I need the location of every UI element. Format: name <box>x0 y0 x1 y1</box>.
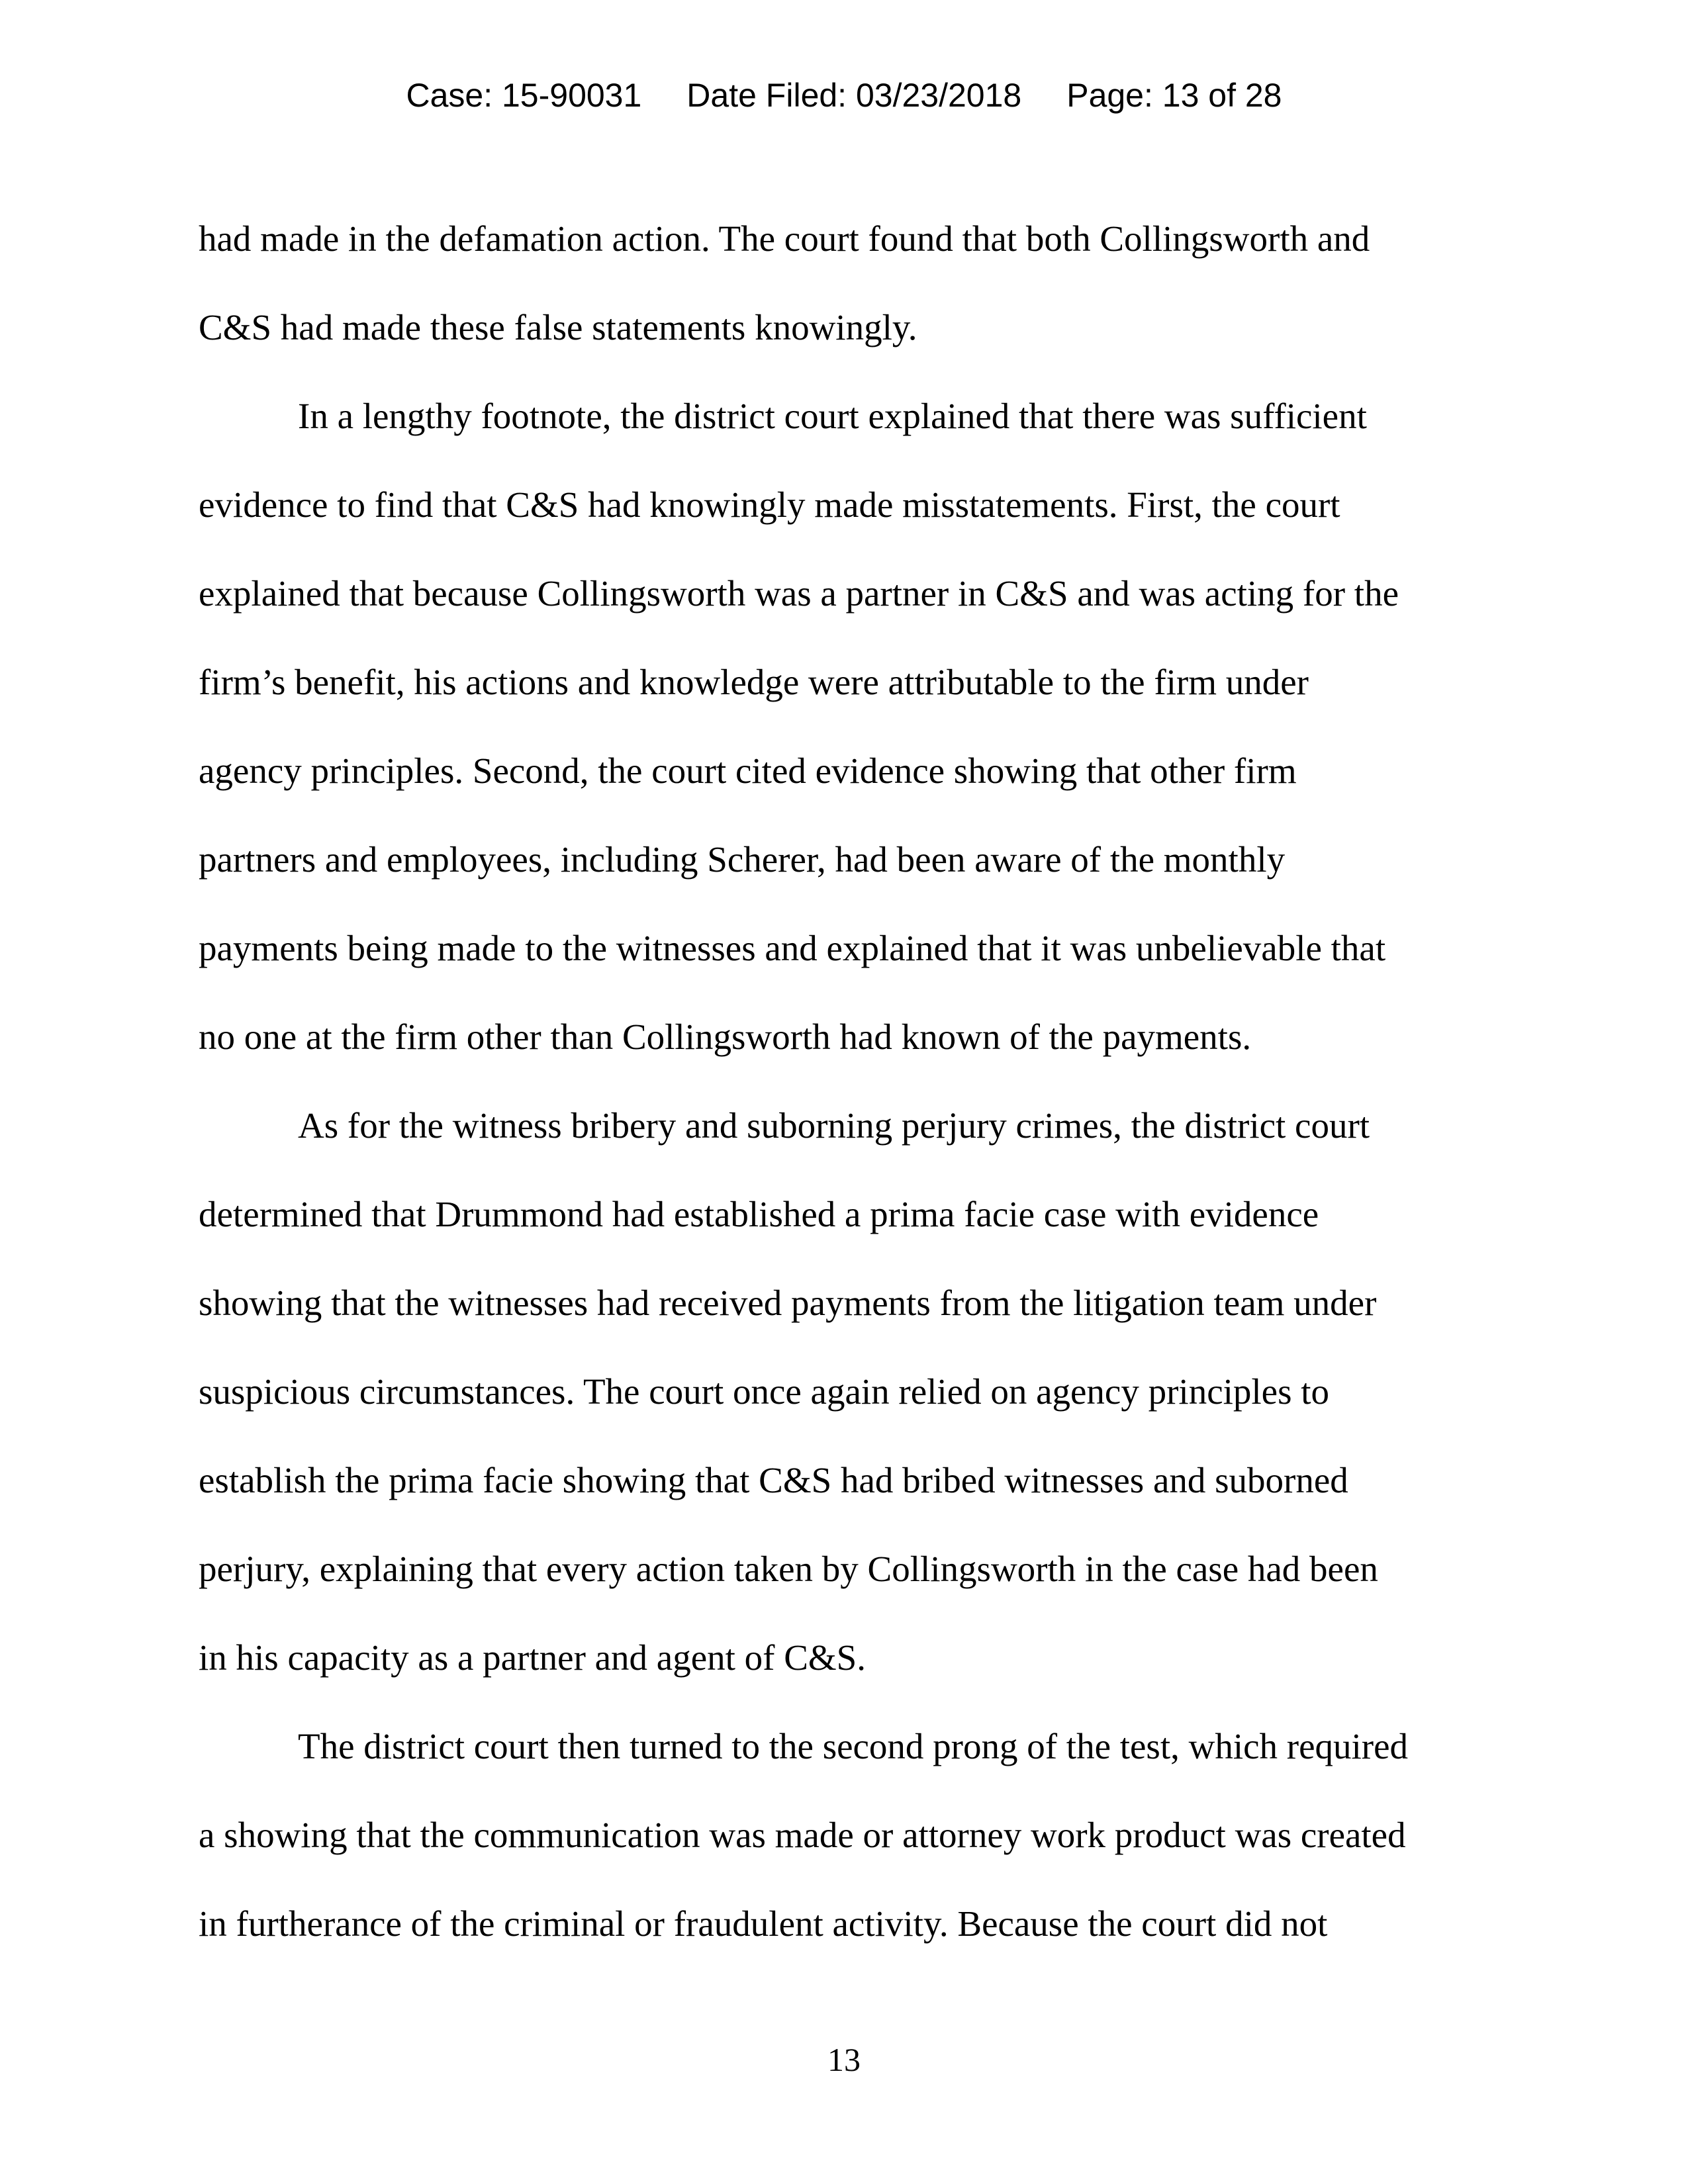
page-number: 13 <box>827 2041 861 2078</box>
body-text <box>199 195 1489 1968</box>
text-line: payments being made to the witnesses and explained that it was unbelievable that <box>199 928 1386 968</box>
text-line: no one at the firm other than Collingsworth had known of the payments. <box>199 1017 1252 1057</box>
case-number: Case: 15-90031 <box>406 77 642 114</box>
text-line: firm’s benefit, his actions and knowledge were attributable to the firm under <box>199 662 1309 702</box>
text-line: determined that Drummond had established a prima facie case with evidence <box>199 1194 1319 1234</box>
page-indicator: Page: 13 of 28 <box>1066 77 1282 114</box>
text-line: C&S had made these false statements knowingly. <box>199 307 917 347</box>
text-line: explained that because Collingsworth was a partner in C&S and was acting for the <box>199 573 1399 614</box>
text-line: showing that the witnesses had received payments from the litigation team under <box>199 1283 1377 1323</box>
text-line: perjury, explaining that every action taken by Collingsworth in the case had been <box>199 1549 1378 1589</box>
paragraph-start-line: As for the witness bribery and suborning perjury crimes, the district court <box>298 1105 1370 1146</box>
text-line: a showing that the communication was made or attorney work product was created <box>199 1815 1406 1855</box>
text-line: had made in the defamation action. The court found that both Collingsworth and <box>199 218 1370 259</box>
paragraph-start-line: In a lengthy footnote, the district court explained that there was sufficient <box>298 396 1367 436</box>
page-header <box>0 75 1688 115</box>
date-filed: Date Filed: 03/23/2018 <box>686 77 1022 114</box>
text-line: evidence to find that C&S had knowingly made misstatements. First, the court <box>199 484 1340 525</box>
text-line: establish the prima facie showing that C&S had bribed witnesses and suborned <box>199 1460 1348 1500</box>
text-line: agency principles. Second, the court cited evidence showing that other firm <box>199 751 1297 791</box>
text-line: in his capacity as a partner and agent of C&S. <box>199 1637 867 1678</box>
text-line: suspicious circumstances. The court once again relied on agency principles to <box>199 1371 1330 1412</box>
text-line: in furtherance of the criminal or fraudulent activity. Because the court did not <box>199 1903 1328 1944</box>
paragraph-start-line: The district court then turned to the second prong of the test, which required <box>298 1726 1409 1766</box>
text-line: partners and employees, including Scherer, had been aware of the monthly <box>199 839 1286 880</box>
